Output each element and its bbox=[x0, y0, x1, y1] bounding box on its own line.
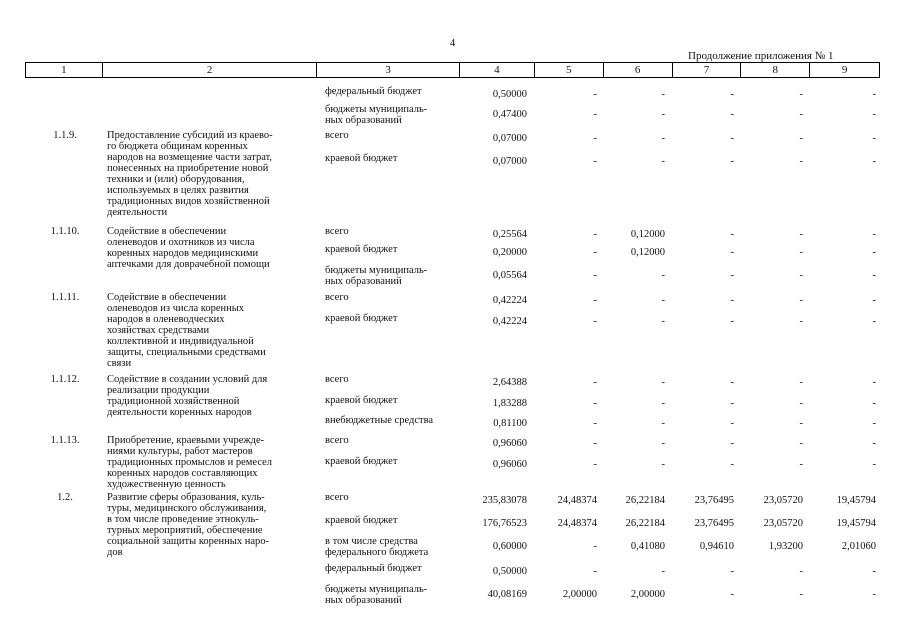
value-cell-col7: - bbox=[730, 247, 734, 258]
value-cell-col6: - bbox=[661, 377, 665, 388]
header-cell-7: 7 bbox=[673, 63, 742, 77]
value-cell-col9: 19,45794 bbox=[836, 495, 876, 506]
item-number: 1.1.11. bbox=[50, 292, 80, 303]
value-cell-col5: - bbox=[593, 295, 597, 306]
value-cell-col4: 0,81100 bbox=[493, 418, 527, 429]
value-cell-col4: 0,47400 bbox=[492, 109, 527, 120]
value-cell-col7: 0,94610 bbox=[699, 541, 734, 552]
header-cell-9: 9 bbox=[841, 64, 848, 76]
value-cell-col4: 0,07000 bbox=[492, 133, 527, 144]
value-cell-col8: - bbox=[799, 109, 803, 120]
value-cell-col8: - bbox=[799, 377, 803, 388]
funding-source: всего bbox=[325, 130, 349, 141]
funding-source: внебюджетные средства bbox=[325, 415, 434, 426]
funding-source: краевой бюджет bbox=[325, 515, 398, 526]
value-cell-col4: 0,60000 bbox=[492, 541, 527, 552]
value-cell-col9: - bbox=[872, 589, 876, 600]
value-cell-col8: - bbox=[799, 398, 803, 409]
value-cell-col9: - bbox=[872, 566, 876, 577]
funding-source: федеральный бюджет bbox=[325, 563, 422, 574]
table-header-row bbox=[25, 62, 880, 78]
value-cell-col9: - bbox=[872, 247, 876, 258]
value-cell-col6: - bbox=[661, 566, 665, 577]
value-cell-col7: - bbox=[730, 589, 734, 600]
value-cell-col7: - bbox=[730, 566, 734, 577]
header-cell-3: 3 bbox=[317, 63, 460, 77]
value-cell-col7: - bbox=[730, 229, 734, 240]
value-cell-col7: - bbox=[730, 398, 734, 409]
value-cell-col8: - bbox=[799, 316, 803, 327]
value-cell-col7: - bbox=[730, 438, 734, 449]
value-cell-col5: - bbox=[593, 156, 597, 167]
value-cell-col5: - bbox=[593, 89, 597, 100]
value-cell-col9: - bbox=[872, 295, 876, 306]
value-cell-col6: - bbox=[661, 418, 665, 429]
value-cell-col6: - bbox=[661, 89, 665, 100]
item-number: 1.1.12. bbox=[50, 374, 80, 385]
value-cell-col6: - bbox=[661, 459, 665, 470]
value-cell-col4: 0,25564 bbox=[492, 229, 527, 240]
value-cell-col8: - bbox=[799, 589, 803, 600]
value-cell-col9: 19,45794 bbox=[836, 518, 876, 529]
value-cell-col8: - bbox=[799, 156, 803, 167]
funding-source: всего bbox=[325, 492, 349, 503]
value-cell-col6: - bbox=[661, 109, 665, 120]
value-cell-col4: 0,50000 bbox=[492, 566, 527, 577]
value-cell-col9: - bbox=[872, 156, 876, 167]
value-cell-col7: - bbox=[730, 316, 734, 327]
value-cell-col4: 0,07000 bbox=[492, 156, 527, 167]
value-cell-col9: - bbox=[872, 418, 876, 429]
funding-source: всего bbox=[325, 292, 349, 303]
item-number: 1.2. bbox=[57, 492, 73, 503]
value-cell-col5: - bbox=[593, 377, 597, 388]
value-cell-col8: - bbox=[799, 270, 803, 281]
item-number: 1.1.10. bbox=[50, 226, 80, 237]
value-cell-col9: - bbox=[872, 270, 876, 281]
value-cell-col7: - bbox=[730, 295, 734, 306]
value-cell-col8: - bbox=[799, 133, 803, 144]
funding-source: всего bbox=[325, 374, 349, 385]
value-cell-col5: - bbox=[593, 270, 597, 281]
value-cell-col7: 23,76495 bbox=[694, 518, 734, 529]
funding-source: бюджеты муниципаль- ных образований bbox=[325, 265, 428, 287]
value-cell-col5: - bbox=[593, 109, 597, 120]
value-cell-col6: - bbox=[661, 270, 665, 281]
value-cell-col7: - bbox=[730, 377, 734, 388]
value-cell-col5: - bbox=[593, 418, 597, 429]
value-cell-col4: 235,83078 bbox=[482, 495, 527, 506]
header-cell-1: 1 bbox=[26, 63, 103, 77]
value-cell-col4: 0,96060 bbox=[492, 459, 527, 470]
value-cell-col4: 0,20000 bbox=[492, 247, 527, 258]
item-name: Содействие в создании условий для реализации продукции традиционной хозяйственной деятельности коренных народов bbox=[107, 374, 268, 418]
header-cell-6: 6 bbox=[604, 63, 673, 77]
value-cell-col4: 40,08169 bbox=[487, 589, 527, 600]
funding-source: краевой бюджет bbox=[325, 456, 398, 467]
item-name: Содействие в обеспечении оленеводов из числа коренных народов в оленеводческих хозяйствах средствами коллективной и индивидуальной защиты, специальными средствами связи bbox=[107, 292, 266, 369]
value-cell-col8: 23,05720 bbox=[763, 518, 803, 529]
value-cell-col8: - bbox=[799, 418, 803, 429]
value-cell-col4: 0,50000 bbox=[492, 89, 527, 100]
value-cell-col5: - bbox=[593, 133, 597, 144]
value-cell-col9: - bbox=[872, 229, 876, 240]
value-cell-col4: 0,42224 bbox=[492, 295, 527, 306]
value-cell-col6: 0,41080 bbox=[630, 541, 665, 552]
value-cell-col5: - bbox=[593, 566, 597, 577]
funding-source: краевой бюджет bbox=[325, 244, 398, 255]
value-cell-col4: 2,64388 bbox=[492, 377, 527, 388]
value-cell-col5: 24,48374 bbox=[557, 495, 597, 506]
value-cell-col8: - bbox=[799, 566, 803, 577]
value-cell-col5: 2,00000 bbox=[562, 589, 597, 600]
header-cell-5: 5 bbox=[535, 63, 604, 77]
value-cell-col8: - bbox=[799, 459, 803, 470]
value-cell-col6: 26,22184 bbox=[625, 495, 665, 506]
value-cell-col9: - bbox=[872, 316, 876, 327]
value-cell-col5: - bbox=[593, 459, 597, 470]
value-cell-col9: 2,01060 bbox=[841, 541, 876, 552]
value-cell-col8: 23,05720 bbox=[763, 495, 803, 506]
value-cell-col8: - bbox=[799, 89, 803, 100]
funding-source: всего bbox=[325, 226, 349, 237]
funding-source: бюджеты муниципаль- ных образований bbox=[325, 104, 428, 126]
value-cell-col4: 0,96060 bbox=[492, 438, 527, 449]
value-cell-col8: - bbox=[799, 229, 803, 240]
value-cell-col5: - bbox=[593, 229, 597, 240]
page-number: 4 bbox=[449, 37, 456, 49]
value-cell-col7: - bbox=[730, 418, 734, 429]
value-cell-col4: 0,42224 bbox=[492, 316, 527, 327]
item-number: 1.1.13. bbox=[50, 435, 80, 446]
value-cell-col7: - bbox=[730, 89, 734, 100]
value-cell-col7: - bbox=[730, 156, 734, 167]
value-cell-col6: 26,22184 bbox=[625, 518, 665, 529]
value-cell-col5: - bbox=[593, 247, 597, 258]
funding-source: бюджеты муниципаль- ных образований bbox=[325, 584, 428, 606]
value-cell-col6: 0,12000 bbox=[630, 247, 665, 258]
funding-source: краевой бюджет bbox=[325, 395, 398, 406]
value-cell-col6: - bbox=[661, 295, 665, 306]
value-cell-col7: - bbox=[730, 459, 734, 470]
value-cell-col6: - bbox=[661, 398, 665, 409]
value-cell-col9: - bbox=[872, 89, 876, 100]
funding-source: краевой бюджет bbox=[325, 153, 398, 164]
value-cell-col5: - bbox=[593, 438, 597, 449]
item-name: Приобретение, краевыми учрежде- ниями культуры, работ мастеров традиционных промыслов и ремесел коренных народов составляющих художественную ценность bbox=[107, 435, 273, 490]
value-cell-col7: - bbox=[730, 270, 734, 281]
funding-source: федеральный бюджет bbox=[325, 86, 422, 97]
value-cell-col8: - bbox=[799, 438, 803, 449]
value-cell-col6: - bbox=[661, 156, 665, 167]
item-name: Содействие в обеспечении оленеводов и охотников из числа коренных народов медицинскими аптечками для доврачебной помощи bbox=[107, 226, 270, 270]
value-cell-col6: - bbox=[661, 438, 665, 449]
value-cell-col5: - bbox=[593, 398, 597, 409]
funding-source: в том числе средства федерального бюджета bbox=[325, 536, 429, 558]
item-name: Предоставление субсидий из краево- го бюджета общинам коренных народов на возмещение части затрат, понесенных на приобретение новой техники и (или) оборудования, используемых в целях развития традиционных видов хозяйственной деятельности bbox=[107, 130, 273, 218]
item-number: 1.1.9. bbox=[53, 130, 77, 141]
value-cell-col5: - bbox=[593, 316, 597, 327]
value-cell-col4: 176,76523 bbox=[482, 518, 527, 529]
value-cell-col4: 1,83288 bbox=[492, 398, 527, 409]
value-cell-col9: - bbox=[872, 438, 876, 449]
value-cell-col8: 1,93200 bbox=[768, 541, 803, 552]
header-cell-4: 4 bbox=[460, 63, 535, 77]
value-cell-col5: - bbox=[593, 541, 597, 552]
value-cell-col8: - bbox=[799, 247, 803, 258]
value-cell-col6: 0,12000 bbox=[630, 229, 665, 240]
funding-source: краевой бюджет bbox=[325, 313, 398, 324]
value-cell-col9: - bbox=[872, 377, 876, 388]
value-cell-col9: - bbox=[872, 398, 876, 409]
value-cell-col8: - bbox=[799, 295, 803, 306]
item-name: Развитие сферы образования, куль- туры, медицинского обслуживания, в том числе проведение этнокуль- турных мероприятий, обеспечение социальной защиты коренных наро- дов bbox=[107, 492, 269, 558]
value-cell-col6: - bbox=[661, 316, 665, 327]
header-cell-8: 8 bbox=[741, 63, 810, 77]
continuation-label: Продолжение приложения № 1 bbox=[688, 50, 834, 62]
header-cell-2: 2 bbox=[103, 63, 318, 77]
value-cell-col6: 2,00000 bbox=[630, 589, 665, 600]
value-cell-col6: - bbox=[661, 133, 665, 144]
value-cell-col9: - bbox=[872, 109, 876, 120]
value-cell-col9: - bbox=[872, 459, 876, 470]
value-cell-col7: 23,76495 bbox=[694, 495, 734, 506]
value-cell-col5: 24,48374 bbox=[557, 518, 597, 529]
value-cell-col7: - bbox=[730, 109, 734, 120]
funding-source: всего bbox=[325, 435, 349, 446]
value-cell-col7: - bbox=[730, 133, 734, 144]
value-cell-col4: 0,05564 bbox=[492, 270, 527, 281]
value-cell-col9: - bbox=[872, 133, 876, 144]
